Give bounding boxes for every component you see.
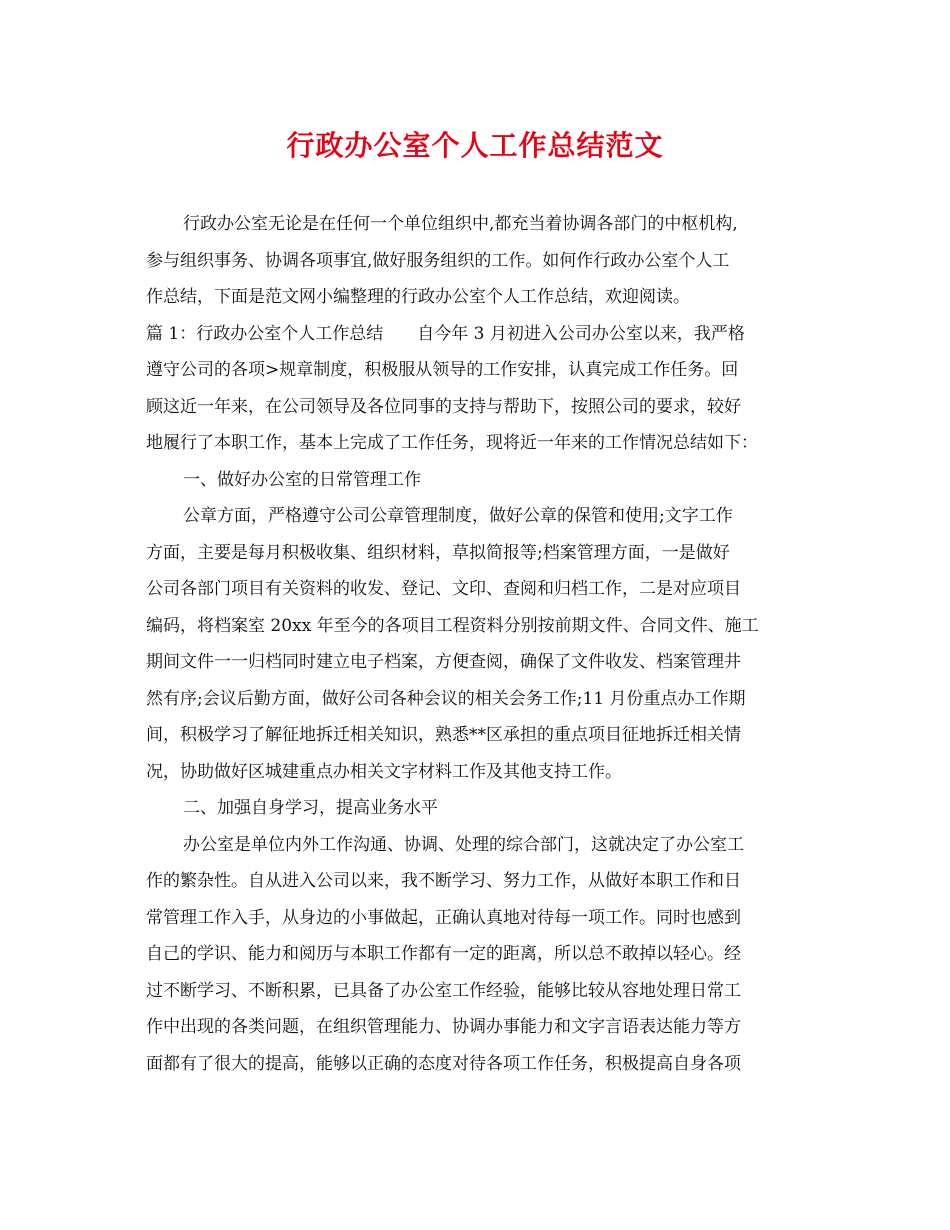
text-line: 常管理工作入手，从身边的小事做起，正确认真地对待每一项工作。同时也感到	[146, 907, 741, 928]
text-line: 顾这近一年来，在公司领导及各位同事的支持与帮助下，按照公司的要求，较好	[146, 396, 741, 417]
text-line: 公章方面，严格遵守公司公章管理制度，做好公章的保管和使用;文字工作	[183, 506, 733, 526]
text-line: 况，协助做好区城建重点办相关文字材料工作及其他支持工作。	[146, 761, 622, 782]
text-line: 面都有了很大的提高，能够以正确的态度对待各项工作任务，积极提高自身各项	[146, 1053, 741, 1074]
text-line: 遵守公司的各项>规章制度，积极服从领导的工作安排，认真完成工作任务。回	[146, 360, 739, 380]
text-line: 期间文件一一归档同时建立电子档案，方便查阅，确保了文件收发、档案管理井	[146, 652, 741, 672]
text-line: 二、加强自身学习，提高业务水平	[183, 798, 438, 818]
document-body	[146, 206, 806, 1082]
text-line: 一、做好办公室的日常管理工作	[183, 469, 421, 490]
text-line: 方面，主要是每月积极收集、组织材料，草拟简报等;档案管理方面，一是做好	[146, 542, 730, 563]
text-line: 作总结，下面是范文网小编整理的行政办公室个人工作总结，欢迎阅读。	[146, 287, 690, 307]
text-line: 行政办公室无论是在任何一个单位组织中,都充当着协调各部门的中枢机构,	[183, 214, 738, 234]
text-line: 参与组织事务、协调各项事宜,做好服务组织的工作。如何作行政办公室个人工	[146, 250, 730, 271]
document-title: 行政办公室个人工作总结范文	[286, 129, 664, 162]
text-line: 作的繁杂性。自从进入公司以来，我不断学习、努力工作，从做好本职工作和日	[146, 871, 741, 891]
text-line: 篇 1：行政办公室个人工作总结 自今年 3 月初进入公司办公室以来，我严格	[146, 323, 745, 344]
text-line: 作中出现的各类问题，在组织管理能力、协调办事能力和文字言语表达能力等方	[146, 1017, 741, 1037]
text-line: 办公室是单位内外工作沟通、协调、处理的综合部门，这就决定了办公室工	[183, 834, 744, 855]
text-line: 然有序;会议后勤方面，做好公司各种会议的相关会务工作;11 月份重点办工作期	[146, 688, 746, 709]
text-line: 公司各部门项目有关资料的收发、登记、文印、查阅和归档工作，二是对应项目	[146, 579, 741, 599]
text-line: 地履行了本职工作，基本上完成了工作任务，现将近一年来的工作情况总结如下：	[146, 433, 758, 453]
text-line: 自己的学识、能力和阅历与本职工作都有一定的距离，所以总不敢掉以轻心。经	[146, 944, 741, 964]
text-line: 过不断学习、不断积累，已具备了办公室工作经验，能够比较从容地处理日常工	[146, 980, 741, 1001]
text-line: 间，积极学习了解征地拆迁相关知识，熟悉**区承担的重点项目征地拆迁相关情	[146, 725, 741, 745]
text-line: 编码，将档案室 20xx 年至今的各项目工程资料分别按前期文件、合同文件、施工	[146, 615, 759, 636]
